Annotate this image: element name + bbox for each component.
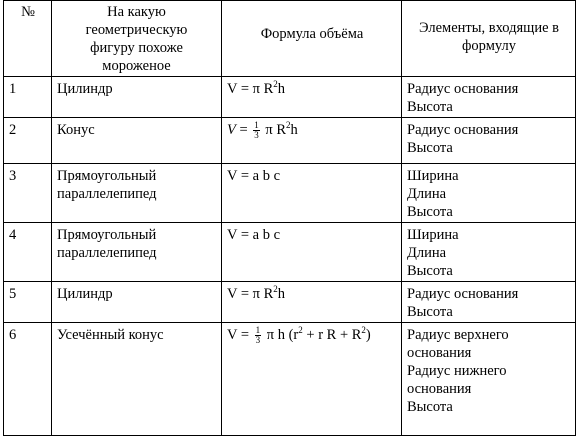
superscript-2: 2 bbox=[298, 325, 303, 335]
fraction-denominator: 3 bbox=[254, 130, 259, 140]
row-shape: Цилиндр bbox=[52, 77, 222, 118]
formula-lhs: V bbox=[227, 327, 238, 343]
row-formula: V = π $R^2h$ bbox=[222, 77, 402, 118]
fraction-denominator: 3 bbox=[255, 335, 261, 345]
element-item: Ширина bbox=[407, 227, 459, 243]
element-item: Радиус основания bbox=[407, 81, 519, 97]
fraction-numerator: 1 bbox=[254, 120, 259, 130]
superscript-2: 2 bbox=[361, 325, 366, 335]
formula-rest: π $R^2h$ bbox=[265, 120, 298, 138]
table-row bbox=[4, 223, 576, 282]
element-item: Радиус основания bbox=[407, 286, 519, 302]
element-item: Длина bbox=[407, 186, 447, 202]
row-elements bbox=[402, 223, 576, 282]
table-row bbox=[4, 118, 576, 164]
row-number: 1 bbox=[4, 77, 52, 118]
row-formula: V = a b c bbox=[222, 164, 402, 223]
element-item: Радиус основания bbox=[407, 122, 519, 138]
element-item: Высота bbox=[407, 140, 453, 156]
row-shape: Прямоугольный параллелепипед bbox=[52, 164, 222, 223]
header-shape: На какую геометрическую фигуру похоже мороженое bbox=[52, 1, 222, 77]
row-number: 6 bbox=[4, 323, 52, 436]
formula-fraction bbox=[253, 121, 260, 140]
element-item: Длина bbox=[407, 245, 447, 261]
element-item: Ширина bbox=[407, 168, 459, 184]
row-formula bbox=[222, 118, 402, 164]
row-number: 5 bbox=[4, 282, 52, 323]
table-row bbox=[4, 77, 576, 118]
superscript-2: 2 bbox=[273, 284, 278, 294]
element-item: Высота bbox=[407, 204, 453, 220]
row-elements bbox=[402, 323, 576, 436]
element-item: Радиус верхнего основания bbox=[407, 327, 509, 361]
fraction-numerator: 1 bbox=[255, 325, 261, 335]
superscript-2: 2 bbox=[273, 79, 278, 89]
row-number: 2 bbox=[4, 118, 52, 164]
element-item: Высота bbox=[407, 304, 453, 320]
formula-rest: π h ($r^2 + r$ $R + R^2$) bbox=[266, 325, 371, 343]
row-shape: Усечённый конус bbox=[52, 323, 222, 436]
row-number: 3 bbox=[4, 164, 52, 223]
table-row bbox=[4, 164, 576, 223]
row-elements bbox=[402, 282, 576, 323]
element-item: Высота bbox=[407, 399, 453, 415]
row-shape: Конус bbox=[52, 118, 222, 164]
element-item: Радиус нижнего основания bbox=[407, 363, 507, 397]
row-number: 4 bbox=[4, 223, 52, 282]
row-elements bbox=[402, 77, 576, 118]
header-elements: Элементы, входящие в формулу bbox=[402, 1, 576, 77]
row-formula: V = π $R^2h$ bbox=[222, 282, 402, 323]
formula-eq: = bbox=[240, 327, 250, 343]
superscript-2: 2 bbox=[286, 120, 291, 130]
table-row bbox=[4, 282, 576, 323]
table-row bbox=[4, 323, 576, 436]
element-item: Высота bbox=[407, 263, 453, 279]
row-shape: Прямоугольный параллелепипед bbox=[52, 223, 222, 282]
table-header-row bbox=[4, 1, 576, 77]
row-elements bbox=[402, 164, 576, 223]
header-formula: Формула объёма bbox=[222, 1, 402, 77]
row-shape: Цилиндр bbox=[52, 282, 222, 323]
row-formula bbox=[222, 323, 402, 436]
formula-lhs: V bbox=[227, 122, 236, 138]
formula-eq: = bbox=[239, 122, 248, 138]
volume-formula-table bbox=[3, 0, 576, 436]
header-number: № bbox=[4, 1, 52, 77]
formula-fraction bbox=[255, 326, 262, 345]
element-item: Высота bbox=[407, 99, 453, 115]
row-elements bbox=[402, 118, 576, 164]
row-formula: V = a b c bbox=[222, 223, 402, 282]
